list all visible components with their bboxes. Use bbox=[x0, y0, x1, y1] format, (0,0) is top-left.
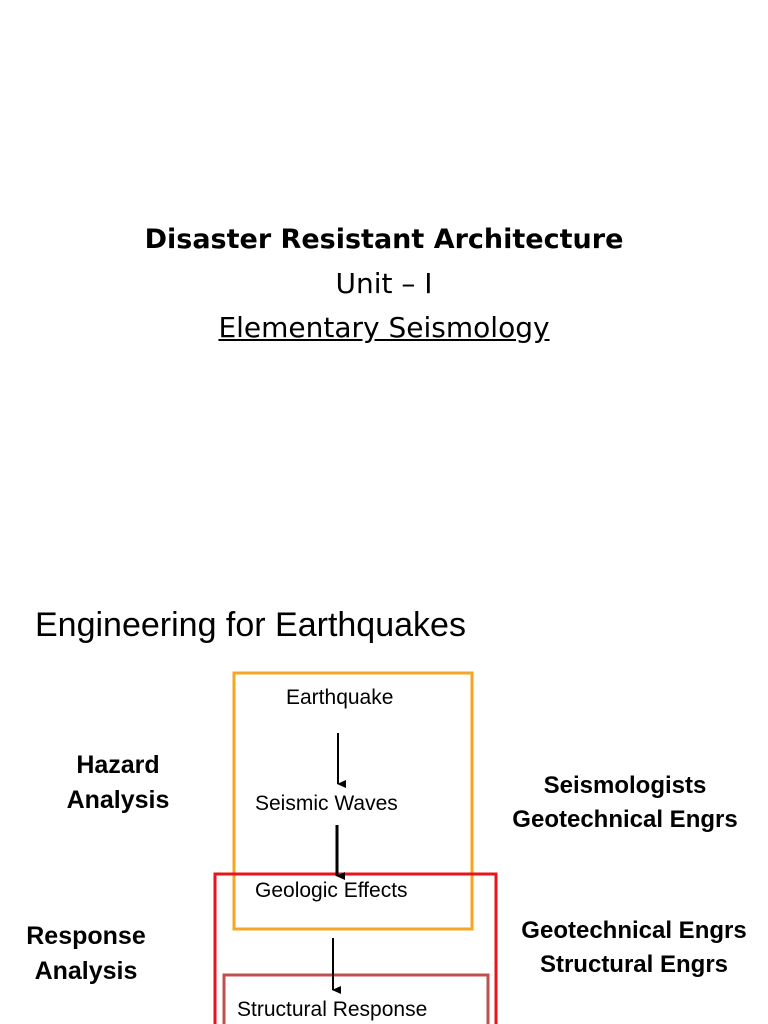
subject-title: Elementary Seismology bbox=[218, 311, 550, 344]
unit-label: Unit – I bbox=[335, 267, 433, 300]
response-label-line2: Analysis bbox=[34, 957, 138, 985]
hazard-roles-label bbox=[490, 769, 760, 837]
node-geologic-effects: Geologic Effects bbox=[255, 879, 408, 902]
document-title: Disaster Resistant Architecture bbox=[144, 224, 624, 255]
role-seismologists: Seismologists bbox=[543, 772, 707, 799]
slide-heading: Engineering for Earthquakes bbox=[35, 606, 466, 644]
role-structural: Structural Engrs bbox=[539, 951, 729, 978]
hazard-label-line1: Hazard bbox=[76, 751, 160, 779]
response-roles-label bbox=[500, 914, 768, 982]
response-label-line1: Response bbox=[26, 922, 146, 950]
role-geotechnical-1: Geotechnical Engrs bbox=[512, 806, 738, 833]
hazard-label-line2: Analysis bbox=[66, 786, 170, 814]
role-geotechnical-2: Geotechnical Engrs bbox=[521, 917, 747, 944]
response-analysis-label bbox=[6, 919, 166, 989]
node-seismic-waves: Seismic Waves bbox=[255, 792, 398, 815]
hazard-analysis-label bbox=[52, 748, 184, 818]
node-earthquake: Earthquake bbox=[286, 686, 394, 709]
node-structural-response: Structural Response bbox=[237, 998, 428, 1021]
